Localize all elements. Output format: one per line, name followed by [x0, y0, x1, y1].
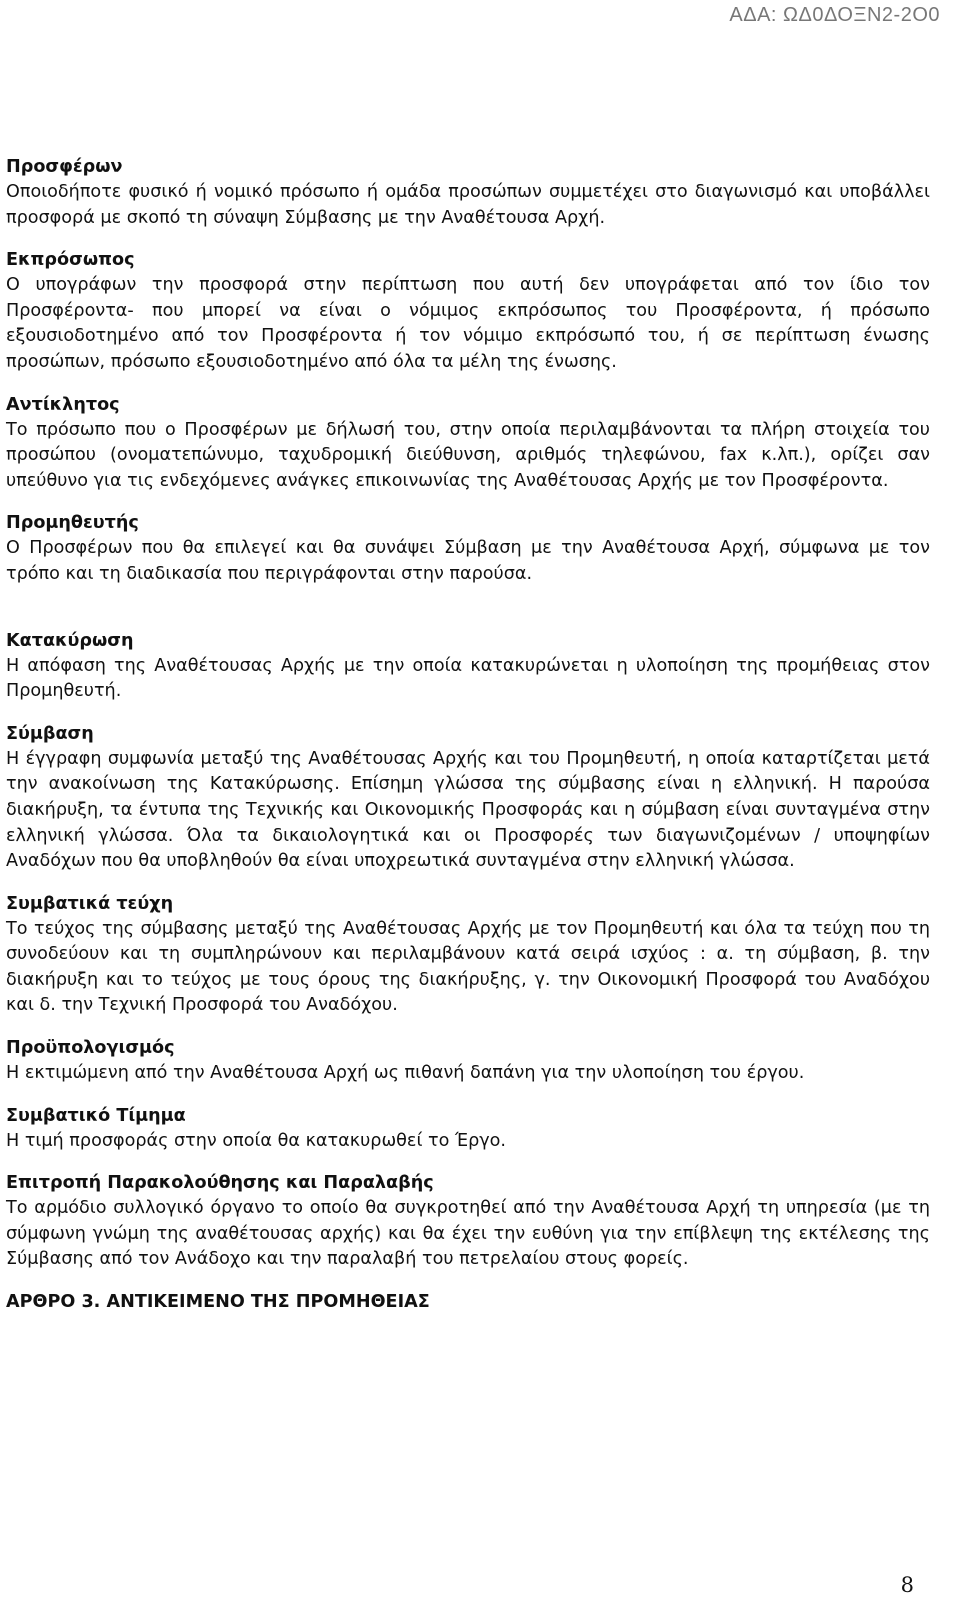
definition-text: Η απόφαση της Αναθέτουσας Αρχής με την οποία κατακυρώνεται η υλοποίηση της προμήθειας στον Προμηθευτή. — [6, 655, 930, 702]
definition-term: Προϋπολογισμός — [6, 1038, 175, 1059]
definition-text: Ο Προσφέρων που θα επιλεγεί και θα συνάψει Σύμβαση με την Αναθέτουσα Αρχή, σύμφωνα με τον τρόπο και τη διαδικασία που περιγράφονται στην παρούσα. — [6, 538, 930, 584]
definition-symvasi — [6, 722, 930, 875]
definition-term: Σύμβαση — [6, 723, 94, 744]
article-heading: ΑΡΘΡΟ 3. ΑΝΤΙΚΕΙΜΕΝΟ ΤΗΣ ΠΡΟΜΗΘΕΙΑΣ — [6, 1292, 430, 1313]
definition-ekprosopos — [6, 248, 930, 375]
definition-term: Κατακύρωση — [6, 630, 134, 651]
document-body — [6, 155, 930, 1315]
definition-term: Προμηθευτής — [6, 513, 139, 534]
definition-symvatiko-timima — [6, 1104, 930, 1155]
ada-header: ΑΔΑ: ΩΔ0ΔΟΞΝ2-2Ο0 — [729, 4, 940, 26]
definition-katakyrosi — [6, 629, 930, 705]
definition-term: Συμβατικό Τίμημα — [6, 1105, 186, 1126]
definition-proypologismos — [6, 1036, 930, 1087]
definition-term: Επιτροπή Παρακολούθησης και Παραλαβής — [6, 1173, 434, 1194]
page-number: 8 — [900, 1573, 914, 1597]
definition-term: Αντίκλητος — [6, 394, 120, 415]
definition-symvatika-tefxi — [6, 892, 930, 1019]
definition-antikletos — [6, 393, 930, 495]
definition-text: Η εκτιμώμενη από την Αναθέτουσα Αρχή ως πιθανή δαπάνη για την υλοποίηση του έργου. — [6, 1063, 805, 1084]
definition-term: Προσφέρων — [6, 157, 123, 177]
definition-text: Η τιμή προσφοράς στην οποία θα κατακυρωθεί το Έργο. — [6, 1130, 507, 1151]
definition-text: Το τεύχος της σύμβασης μεταξύ της Αναθέτουσας Αρχής με τον Προμηθευτή και όλα τα τεύχη που τη συνοδεύουν και τη συμπληρώνουν και περιλαμβάνουν κατά σειρά ισχύος : α. τη σύμβαση, β. την διακήρυξη και το τεύχος με τους όρους της διακήρυξης, γ. την Οικονομική Προσφορά του Αναδόχου και δ. την Τεχνική Προσφορά του Αναδόχου. — [6, 918, 930, 1016]
definition-text: Η έγγραφη συμφωνία μεταξύ της Αναθέτουσας Αρχής και του Προμηθευτή, η οποία καταρτίζεται μετά την ανακοίνωση της Κατακύρωσης. Επίσημη γλώσσα της σύμβασης είναι η ελληνική. Η παρούσα διακήρυξη, τα έντυπα της Τεχνικής και Οικονομικής Προσφοράς και η σύμβαση είναι συνταγμένα στην ελληνική γλώσσα. Όλα τα δικαιολογητικά και οι Προσφορές των διαγωνιζομένων / υποψηφίων Αναδόχων που θα υποβληθούν θα είναι υποχρεωτικά συνταγμένα στην ελληνική γλώσσα. — [6, 748, 930, 872]
definition-text: Το πρόσωπο που ο Προσφέρων με δήλωσή του, στην οποία περιλαμβάνονται τα πλήρη στοιχεία του προσώπου (ονοματεπώνυμο, ταχυδρομική διεύθυνση, αριθμός τηλεφώνου, fax κ.λπ.), ορίζει σαν υπεύθυνο για τις ενδεχόμενες ανάγκες επικοινωνίας της Αναθέτουσας Αρχής με τον Προσφέροντα. — [6, 419, 930, 491]
definition-text: Ο υπογράφων την προσφορά στην περίπτωση που αυτή δεν υπογράφεται από τον ίδιο τον Προσφέροντα- που μπορεί να είναι ο νόμιμος εκπρόσωπος του Προσφέροντα, ή πρόσωπο εξουσιοδοτημένο από τον Προσφέροντα ή τον νόμιμο εκπρόσωπό του, ή σε περίπτωση ένωσης προσώπων, πρόσωπο εξουσιοδοτημένο από όλα τα μέλη της ένωσης. — [6, 275, 930, 372]
definition-term: Εκπρόσωπος — [6, 250, 135, 271]
definition-term: Συμβατικά τεύχη — [6, 893, 174, 914]
definition-epitropi — [6, 1171, 930, 1273]
definition-text: Το αρμόδιο συλλογικό όργανο το οποίο θα συγκροτηθεί από την Αναθέτουσα Αρχή τη υπηρεσία (με τη σύμφωνη γνώμη της αναθέτουσας αρχής) και θα έχει την ευθύνη για την επίβλεψη της εκτέλεσης της Σύμβασης από τον Ανάδοχο και την παραλαβή του πετρελαίου στους φορείς. — [6, 1198, 930, 1270]
definition-promitheftis — [6, 511, 930, 587]
definition-prosferon — [6, 155, 930, 231]
definition-text: Οποιοδήποτε φυσικό ή νομικό πρόσωπο ή ομάδα προσώπων συμμετέχει στο διαγωνισμό και υποβάλλει προσφορά με σκοπό τη σύναψη Σύμβασης με την Αναθέτουσα Αρχή. — [6, 182, 930, 228]
